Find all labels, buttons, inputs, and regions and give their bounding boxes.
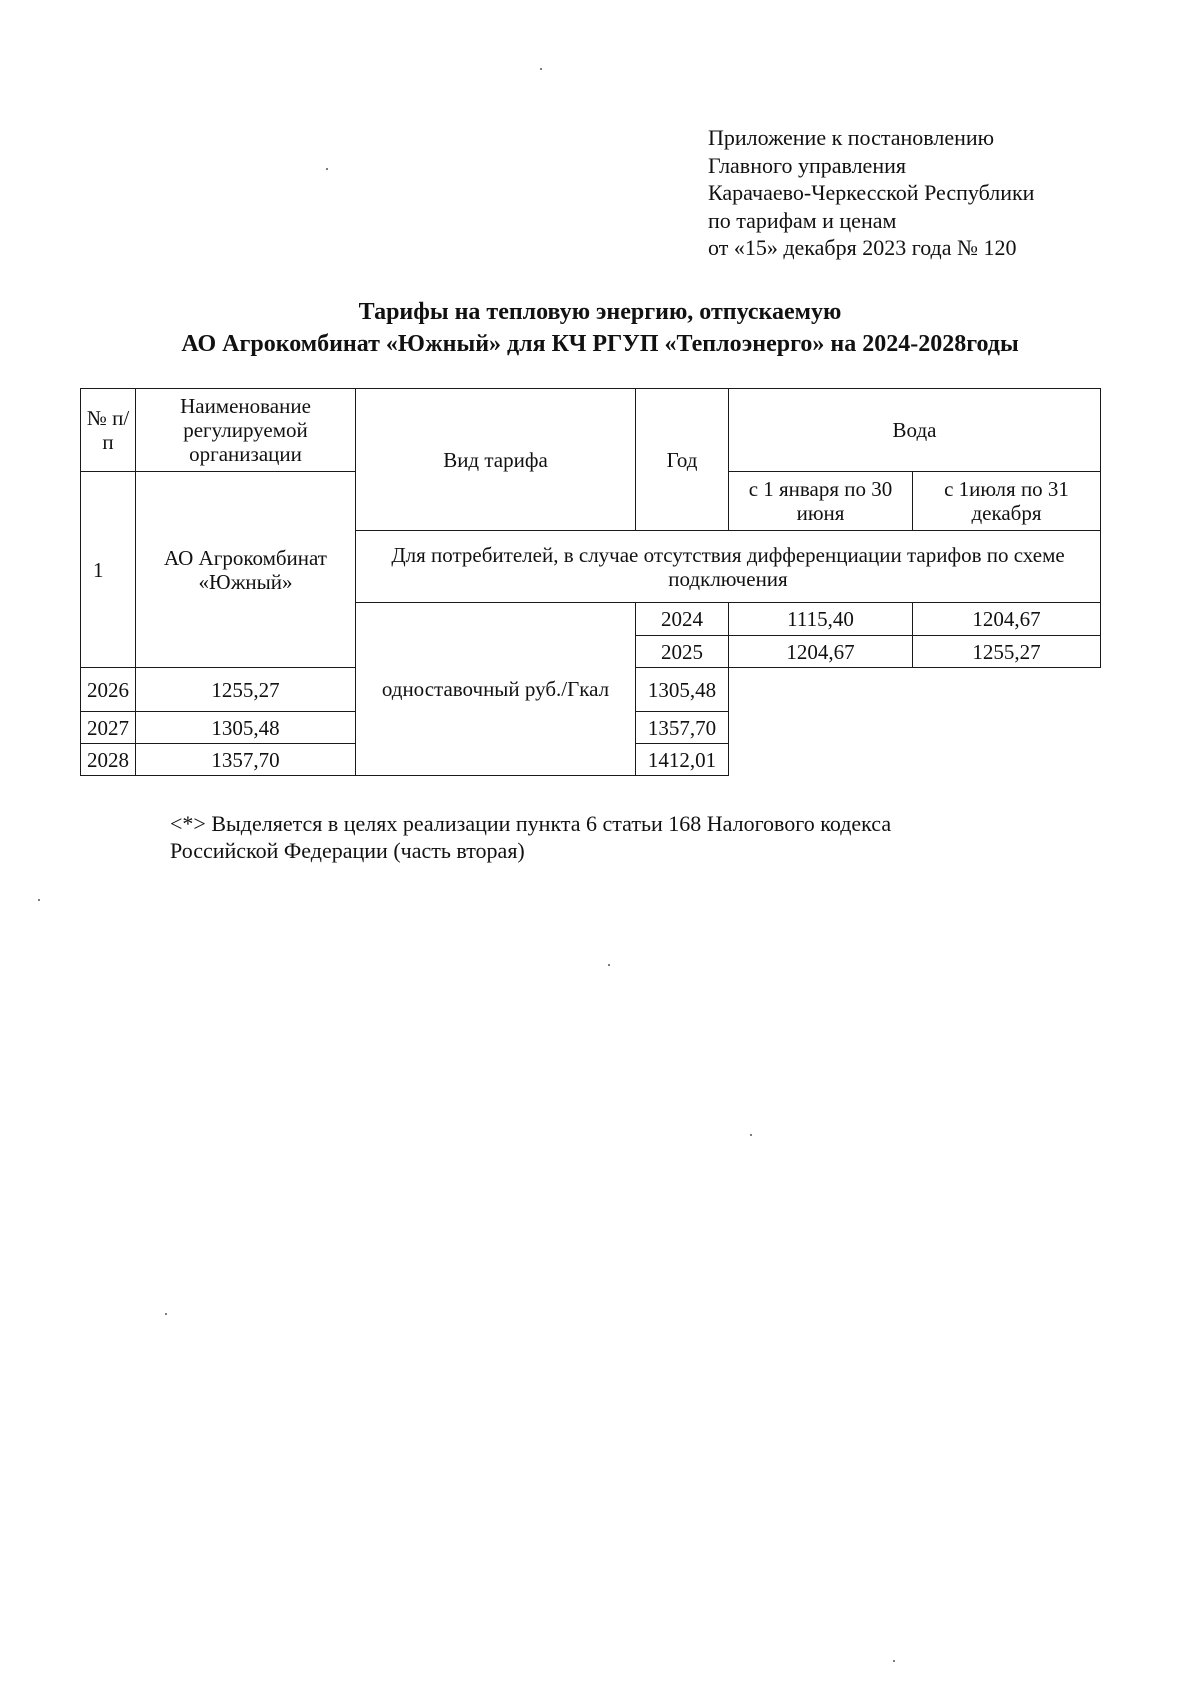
- appendix-block: [708, 124, 1034, 262]
- document-title: [0, 296, 1200, 360]
- footnote-line-1: <*> Выделяется в целях реализации пункта 6 статьи 168 Налогового кодекса: [170, 811, 892, 836]
- tariff-h1-cell: 1204,67: [729, 636, 913, 668]
- appendix-line: Главного управления: [708, 152, 906, 178]
- tariff-h2-cell: 1412,01: [636, 744, 729, 776]
- org-name-cell: АО Агрокомбинат «Южный»: [136, 472, 356, 668]
- header-tariff-type: Вид тарифа: [356, 389, 636, 531]
- header-period-2: с 1июля по 31 декабря: [913, 472, 1101, 531]
- tariff-h2-cell: 1357,70: [636, 712, 729, 744]
- tariff-h2-cell: 1305,48: [636, 668, 729, 712]
- scan-speck: [38, 899, 40, 901]
- tariff-label-cell: одноставочный руб./Гкал: [356, 603, 636, 776]
- scan-speck: [540, 68, 542, 70]
- appendix-line: от «15» декабря 2023 года № 120: [708, 235, 1017, 260]
- header-period-1: с 1 января по 30 июня: [729, 472, 913, 531]
- tariff-h1-cell: 1305,48: [136, 712, 356, 744]
- footnote: [170, 810, 891, 864]
- appendix-line: Приложение к постановлению: [708, 125, 995, 150]
- year-cell: 2028: [81, 744, 136, 776]
- scan-speck: [165, 1313, 167, 1315]
- appendix-line: по тарифам и ценам: [708, 207, 897, 233]
- header-water: Вода: [729, 389, 1101, 472]
- tariff-h1-cell: 1115,40: [729, 603, 913, 636]
- scan-speck: [608, 964, 610, 966]
- footnote-line-2: Российской Федерации (часть вторая): [170, 838, 525, 863]
- tariff-h1-cell: 1255,27: [136, 668, 356, 712]
- scan-speck: [893, 1660, 895, 1662]
- tariff-h1-cell: 1357,70: [136, 744, 356, 776]
- year-cell: 2026: [81, 668, 136, 712]
- tariff-h2-cell: 1255,27: [913, 636, 1101, 668]
- header-num: № п/п: [81, 389, 136, 472]
- year-cell: 2025: [636, 636, 729, 668]
- year-cell: 2027: [81, 712, 136, 744]
- title-line-1: Тарифы на тепловую энергию, отпускаемую: [358, 299, 842, 325]
- row-number: 1: [81, 472, 136, 668]
- consumers-note-cell: Для потребителей, в случае отсутствия дифференциации тарифов по схеме подключения: [356, 531, 1101, 603]
- scan-speck: [750, 1134, 752, 1136]
- appendix-line: Карачаево-Черкесской Республики: [708, 180, 1035, 205]
- header-year: Год: [636, 389, 729, 531]
- title-line-2: АО Агрокомбинат «Южный» для КЧ РГУП «Теплоэнерго» на 2024-2028годы: [181, 331, 1019, 357]
- year-cell: 2024: [636, 603, 729, 636]
- header-org: Наименование регулируемой организации: [136, 389, 356, 472]
- tariff-table: [80, 388, 1101, 776]
- scan-speck: [326, 168, 328, 170]
- tariff-h2-cell: 1204,67: [913, 603, 1101, 636]
